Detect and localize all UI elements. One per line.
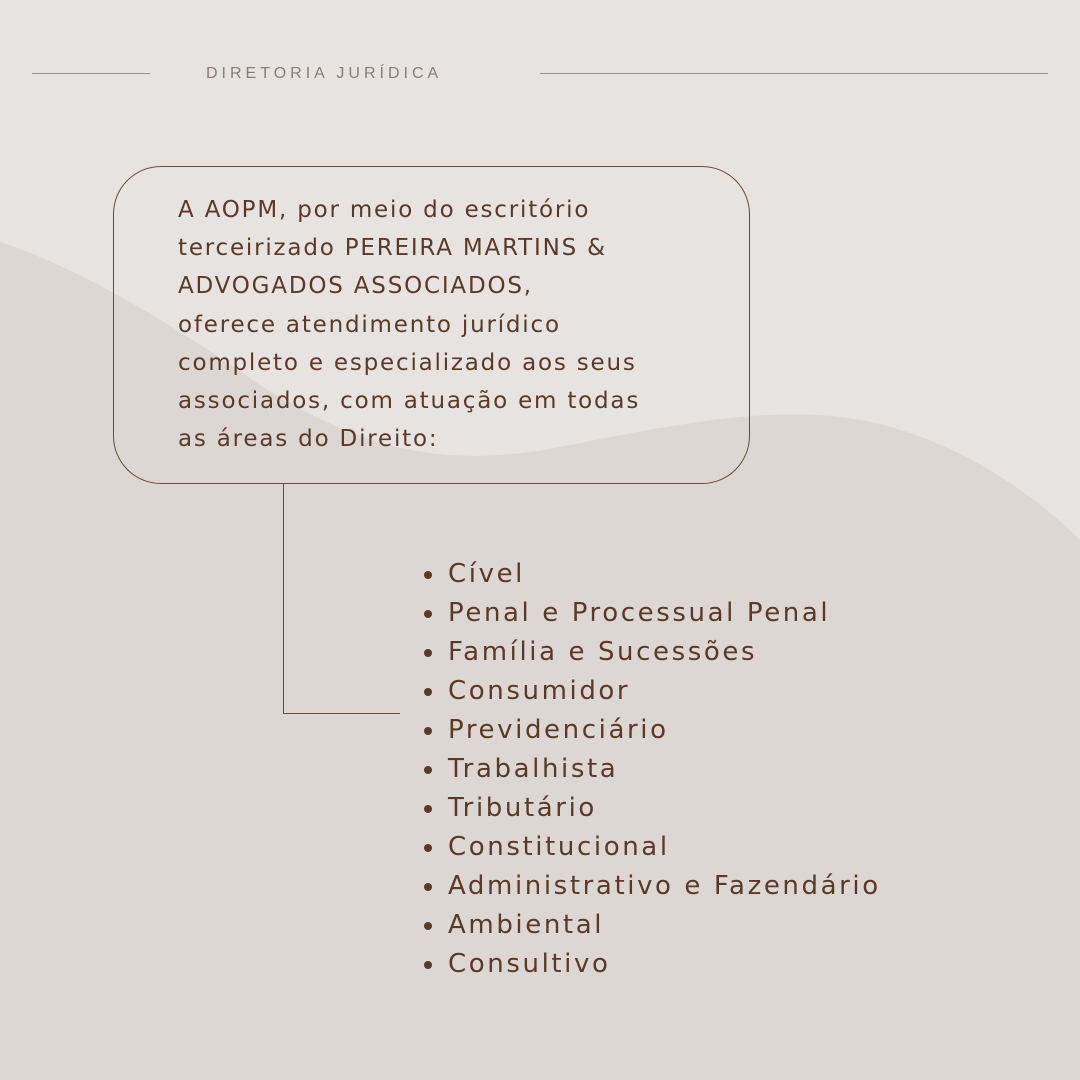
intro-line: completo e especializado aos seus [178,349,637,376]
header-rule-right [540,73,1048,74]
bullet-icon [424,766,432,774]
legal-area-item [421,750,881,789]
legal-area-label: Ambiental [448,910,605,940]
legal-area-label: Família e Sucessões [448,637,758,667]
legal-areas-list [421,555,881,984]
bullet-icon [424,688,432,696]
bullet-icon [424,610,432,618]
legal-area-item [421,789,881,828]
legal-area-item [421,672,881,711]
legal-area-label: Cível [448,559,525,589]
intro-line: oferece atendimento jurídico [178,311,561,338]
legal-area-label: Consultivo [448,949,611,979]
bullet-icon [424,805,432,813]
intro-line: terceirizado PEREIRA MARTINS & [178,235,607,262]
bullet-icon [424,922,432,930]
legal-area-label: Constitucional [448,832,670,862]
bullet-icon [424,649,432,657]
legal-area-item [421,906,881,945]
connector-line-vertical [283,484,284,714]
legal-area-label: Trabalhista [448,754,619,784]
legal-area-item [421,867,881,906]
legal-area-item [421,945,881,984]
legal-area-item [421,555,881,594]
legal-area-item [421,633,881,672]
legal-area-label: Tributário [448,793,597,823]
intro-line: A AOPM, por meio do escritório [178,197,591,223]
intro-line: as áreas do Direito: [178,426,439,453]
section-title: DIRETORIA JURÍDICA [206,65,443,82]
connector-line-horizontal [283,713,400,714]
legal-area-item [421,711,881,750]
legal-area-item [421,594,881,633]
bullet-icon [424,727,432,735]
header-rule-left [32,73,150,74]
intro-line: associados, com atuação em todas [178,388,641,415]
legal-area-label: Previdenciário [448,715,669,745]
legal-area-label: Penal e Processual Penal [448,598,831,628]
intro-line: ADVOGADOS ASSOCIADOS, [178,273,533,300]
bullet-icon [424,571,432,579]
bullet-icon [424,883,432,891]
legal-area-label: Consumidor [448,676,631,706]
legal-area-item [421,828,881,867]
bullet-icon [424,844,432,852]
bullet-icon [424,961,432,969]
legal-area-label: Administrativo e Fazendário [448,871,881,901]
intro-paragraph [178,191,738,458]
